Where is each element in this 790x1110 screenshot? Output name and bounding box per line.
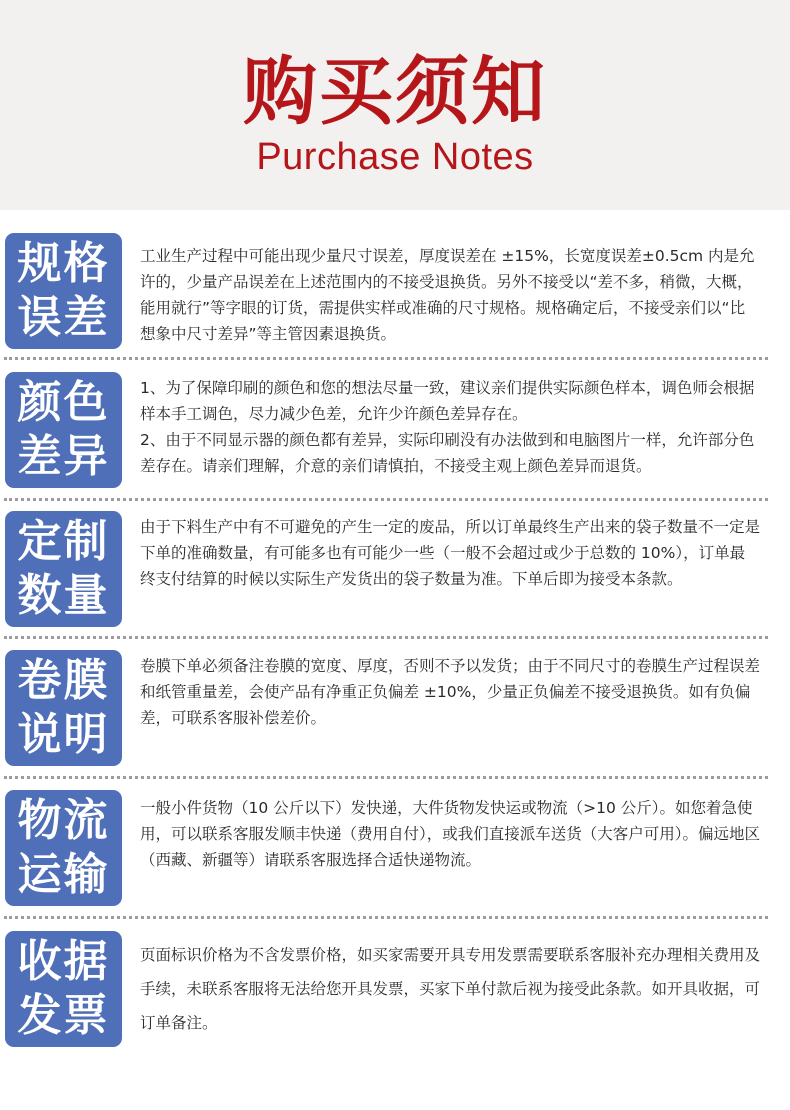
section-badge xyxy=(5,650,122,766)
page-title: 购买须知 xyxy=(243,49,547,135)
section-paragraph: 由于下料生产中有不可避免的产生一定的废品，所以订单最终生产出来的袋子数量不一定是下单的准确数量，有可能多也有可能少一些（一般不会超过或少于总数的 10%），订单最终支付结算的时候以实际生产发货出的袋子数量为准。下单后即为接受本条款。 xyxy=(140,518,761,588)
badge-line: 物流 xyxy=(17,795,110,846)
page-subtitle: Purchase Notes xyxy=(256,136,534,178)
dotted-divider xyxy=(4,357,768,360)
section-body xyxy=(140,795,760,873)
badge-line: 差异 xyxy=(17,431,110,482)
badge-line: 定制 xyxy=(17,516,110,567)
section-paragraph: 一般小件货物（10 公斤以下）发快递，大件货物发快运或物流（>10 公斤）。如您着急使用，可以联系客服发顺丰快递（费用自付），或我们直接派车送货（大客户可用）。偏远地区（西藏、新疆等）请联系客服选择合适快递物流。 xyxy=(140,799,761,869)
section-paragraph: 工业生产过程中可能出现少量尺寸误差，厚度误差在 ±15%，长宽度误差±0.5cm 内是允许的，少量产品误差在上述范围内的不接受退换货。另外不接受以“差不多，稍微，大概，能用就行”等字眼的订货，需提供实样或准确的尺寸规格。规格确定后，不接受亲们以“比想象中尺寸差异”等主管因素退换货。 xyxy=(140,247,755,343)
section-badge xyxy=(5,233,122,349)
section-badge xyxy=(5,790,122,906)
section-paragraph: 2、由于不同显示器的颜色都有差异，实际印刷没有办法做到和电脑图片一样，允许部分色差存在。请亲们理解，介意的亲们请慎拍，不接受主观上颜色差异而退货。 xyxy=(140,431,755,475)
badge-line: 发票 xyxy=(17,990,110,1041)
section-body xyxy=(140,243,760,347)
section-badge xyxy=(5,511,122,627)
section-body xyxy=(140,653,760,731)
badge-line: 收据 xyxy=(17,936,110,987)
dotted-divider xyxy=(4,916,768,919)
section-body xyxy=(140,514,760,592)
section-paragraph: 页面标识价格为不含发票价格，如买家需要开具专用发票需要联系客服补充办理相关费用及手续，未联系客服将无法给您开具发票，买家下单付款后视为接受此条款。如开具收据，可订单备注。 xyxy=(140,946,761,1032)
dotted-divider xyxy=(4,498,768,501)
badge-line: 颜色 xyxy=(17,377,110,428)
badge-line: 数量 xyxy=(17,570,110,621)
section-body xyxy=(140,375,760,479)
section-paragraph: 1、为了保障印刷的颜色和您的想法尽量一致，建议亲们提供实际颜色样本，调色师会根据样本手工调色，尽力减少色差，允许少许颜色差异存在。 xyxy=(140,379,755,423)
section-body xyxy=(140,938,760,1040)
badge-line: 误差 xyxy=(17,292,110,343)
dotted-divider xyxy=(4,636,768,639)
dotted-divider xyxy=(4,776,768,779)
badge-line: 卷膜 xyxy=(17,655,110,706)
section-paragraph: 卷膜下单必须备注卷膜的宽度、厚度，否则不予以发货；由于不同尺寸的卷膜生产过程误差和纸管重量差，会使产品有净重正负偏差 ±10%，少量正负偏差不接受退换货。如有负偏差，可联系客服补偿差价。 xyxy=(140,657,761,727)
section-badge xyxy=(5,372,122,488)
badge-line: 规格 xyxy=(17,238,110,289)
badge-line: 说明 xyxy=(17,709,110,760)
section-badge xyxy=(5,931,122,1047)
header-banner xyxy=(0,0,790,210)
badge-line: 运输 xyxy=(17,849,110,900)
